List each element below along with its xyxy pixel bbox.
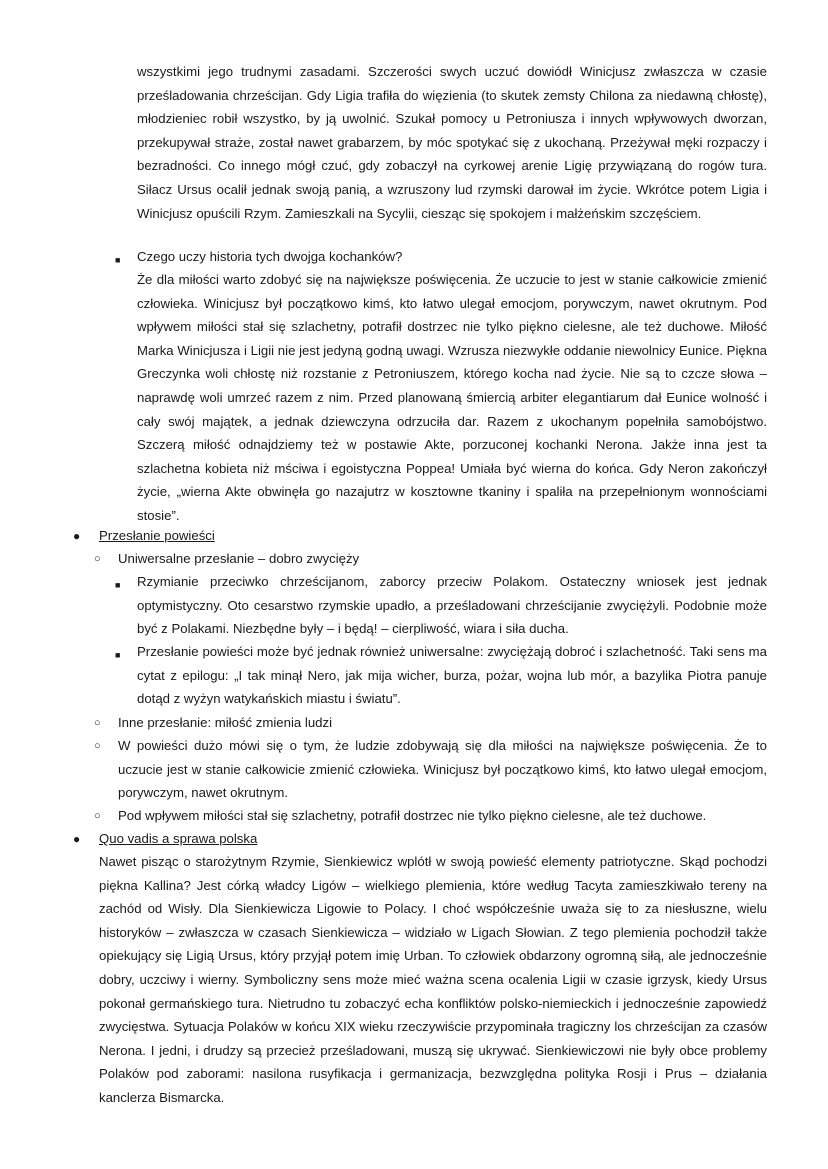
bullet-circle: ○ xyxy=(94,740,101,752)
bullet-circle: ○ xyxy=(94,717,101,729)
list-item-pod-wplywem: Pod wpływem miłości stał się szlachetny, potrafił dostrzec nie tylko piękno cielesne, ale też duchowe. xyxy=(118,808,707,823)
heading-quo-vadis: Quo vadis a sprawa polska xyxy=(99,831,258,846)
list-item-w-powiesci: W powieści dużo mówi się o tym, że ludzie zdobywają się dla miłości na największe poświęcenia. Że to uczucie jest w stanie całkowicie zmienić człowieka. Winicjusz był początkowo kimś, kto łatwo ulegał emocjom, porywczym, nawet okrutnym. xyxy=(118,738,767,801)
lesson-answer-paragraph: Że dla miłości warto zdobyć się na największe poświęcenia. Że uczucie to jest w stanie całkowicie zmienić człowieka. Winicjusz był początkowo kimś, kto łatwo ulegał emocjom, porywczym, nawet okrutnym. Pod wpływem miłości stał się szlachetny, potrafił dostrzec nie tylko piękno cielesne, ale też duchowe. Miłość Marka Winicjusza i Ligii nie jest jedyną godną uwagi. Wzrusza niezwykłe oddanie niewolnicy Eunice. Piękna Greczynka woli chłostę niż rozstanie z Petroniuszem, którego kocha nad życie. Nie są to czcze słowa – naprawdę woli umrzeć razem z nim. Przed planowaną śmiercią arbiter elegantiarum dał Eunice wolność i cały swój majątek, a jednak dziewczyna odrzuciła dar. Razem z ukochanym popełniła samobójstwo. Szczerą miłość odnajdziemy też w postawie Akte, porzuconej kochanki Nerona. Jakże inna jest ta szlachetna kobieta niż mściwa i egoistyczna Poppea! Umiała być wierna do końca. Gdy Neron zakończył życie, „wierna Akte obwinęła go nazajutrz w kosztowne tkaniny i spaliła na przepełnionym wonnościami stosie”. xyxy=(137,272,767,523)
bullet-disc: ● xyxy=(73,832,81,846)
paragraph-uniwersalne: Przesłanie powieści może być jednak również uniwersalne: zwyciężają dobroć i szlachetność. Taki sens ma cytat z epilogu: „I tak minął Nero, jak mija wicher, burza, pożar, wojna lub mór, a bazylika Piotra panuje dotąd z wyżyn watykańskich miastu i światu”. xyxy=(137,644,767,707)
list-item-inne: Inne przesłanie: miłość zmienia ludzi xyxy=(118,715,333,730)
list-item-uniwersalne: Uniwersalne przesłanie – dobro zwycięży xyxy=(118,551,360,566)
lesson-question: Czego uczy historia tych dwojga kochanków? xyxy=(137,249,403,264)
paragraph-quo-vadis: Nawet pisząc o starożytnym Rzymie, Sienkiewicz wplótł w swoją powieść elementy patriotyczne. Skąd pochodzi piękna Kallina? Jest córką władcy Ligów – wielkiego plemienia, które według Tacyta zamieszkiwało tereny na zachód od Wisły. Dla Sienkiewicza Ligowie to Polacy. I choć współcześnie uważa się to za niesłuszne, wielu historyków – zwłaszcza w czasach Sienkiewicza – widziało w Ligach Słowian. Z tego plemienia pochodził także opiekujący się Ligią Ursus, który przyjął potem imię Urban. To człowiek obdarzony ogromną siłą, ale jednocześnie dobry, uczciwy i wierny. Symboliczny sens może mieć ważna scena ocalenia Ligii w czasie igrzysk, kiedy Ursus pokonał germańskiego tura. Nietrudno tu zobaczyć echa konfliktów polsko-niemieckich i jednocześnie zapowiedź zwycięstwa. Sytuacja Polaków w końcu XIX wieku rzeczywiście przypominała tragiczny los chrześcijan za czasów Nerona. I jedni, i drudzy są przecież prześladowani, muszą się ukrywać. Sienkiewiczowi nie były obce problemy Polaków pod zaborami: nasilona rusyfikacja i germanizacja, bezwzględna polityka Rosji i Prus – działania kanclerza Bismarcka. xyxy=(99,854,767,1105)
bullet-circle: ○ xyxy=(94,810,101,822)
bullet-circle: ○ xyxy=(94,553,101,565)
paragraph-continuation: wszystkimi jego trudnymi zasadami. Szczerości swych uczuć dowiódł Winicjusz zwłaszcza w czasie prześladowania chrześcijan. Gdy Ligia trafiła do więzienia (to skutek zemsty Chilona za niedawną chłostę), młodzieniec robił wszystko, by ją uwolnić. Szukał pomocy u Petroniusza i innych wpływowych dworzan, przekupywał straże, został nawet grabarzem, by móc spotykać się z ukochaną. Przeżywał męki rozpaczy i bezradności. Co innego mógł czuć, gdy zobaczył na cyrkowej arenie Ligię przywiązaną do rogów tura. Siłacz Ursus ocalił jednak swoją panią, a wzruszony lud rzymski darował im życie. Wkrótce potem Ligia i Winicjusz opuścili Rzym. Zamieszkali na Sycylii, ciesząc się spokojem i małżeńskim szczęściem. xyxy=(137,64,767,221)
bullet-square: ■ xyxy=(115,255,121,265)
heading-przeslanie: Przesłanie powieści xyxy=(99,528,215,543)
bullet-square: ■ xyxy=(115,580,121,590)
bullet-square: ■ xyxy=(115,650,121,660)
bullet-disc: ● xyxy=(73,529,81,543)
paragraph-rzymianie: Rzymianie przeciwko chrześcijanom, zaborcy przeciw Polakom. Ostateczny wniosek jest jednak optymistyczny. Oto cesarstwo rzymskie upadło, a prześladowani chrześcijanie zwyciężyli. Podobnie może być z Polakami. Niezbędne były – i będą! – cierpliwość, wiara i siła ducha. xyxy=(137,574,767,637)
